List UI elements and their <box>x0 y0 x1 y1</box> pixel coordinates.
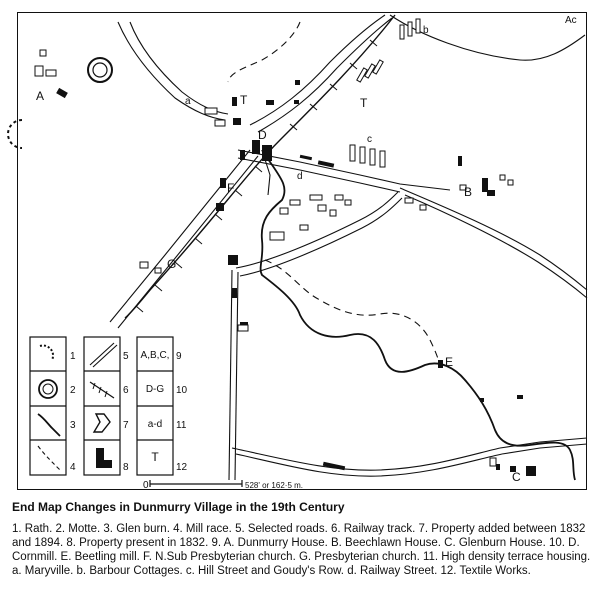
legend-num-9: 9 <box>176 351 182 362</box>
legend-num-3: 3 <box>70 420 76 431</box>
legend-text-10: D-G <box>145 384 165 395</box>
legend-num-4: 4 <box>70 462 76 473</box>
legend-num-5: 5 <box>123 351 129 362</box>
label-c: c <box>367 134 372 145</box>
label-T-village: T <box>240 93 248 107</box>
label-G: G <box>167 257 177 271</box>
legend-text-9: A,B,C, <box>140 350 170 361</box>
glen-burn <box>261 150 575 480</box>
label-a: a <box>185 96 191 107</box>
label-F: F <box>227 181 235 195</box>
label-b: b <box>423 25 429 36</box>
legend-num-6: 6 <box>123 385 129 396</box>
mill-race <box>228 22 440 365</box>
legend-num-10: 10 <box>176 385 188 396</box>
buildings-1832 <box>56 80 536 476</box>
legend-num-11: 11 <box>176 420 187 431</box>
legend-glen-burn-icon <box>38 414 60 436</box>
legend-num-8: 8 <box>123 462 129 473</box>
label-T-upper: T <box>360 96 368 110</box>
buildings-added <box>35 19 513 466</box>
legend-mill-race-icon <box>38 446 60 470</box>
label-C: C <box>512 470 521 484</box>
roads <box>110 15 587 480</box>
label-D: D <box>258 128 267 142</box>
caption-title: End Map Changes in Dunmurry Village in the 19th Century <box>12 500 345 514</box>
motte-symbol <box>88 58 112 82</box>
legend-rath-icon <box>40 346 53 360</box>
legend-property-added-icon <box>94 414 110 432</box>
legend-property-1832-icon <box>96 448 112 468</box>
railway-ticks <box>136 40 377 312</box>
legend-num-12: 12 <box>176 462 188 473</box>
label-d: d <box>297 171 303 182</box>
rath-symbol <box>8 120 22 148</box>
legend-railway-icon <box>90 382 114 398</box>
railway-track <box>125 15 395 318</box>
label-E: E <box>445 355 454 369</box>
caption-body: 1. Rath. 2. Motte. 3. Glen burn. 4. Mill race. 5. Selected roads. 6. Railway track. 7. Property added between 1832 and 1894. 8. Property present in 1832. 9. A. Dunmurry House. B. Beechlawn House. C. Glenburn House. 10. D. Cornmill. E. Beetling mill. F. N.Sub Presbyterian church. G. Presbyterian church. 11. High density terrace housing. a. Maryville. b. Barbour Cottages. c. Hill Street and Goudy's Row. d. Railway Street. 12. Textile Works. <box>12 523 591 577</box>
legend-num-7: 7 <box>123 420 129 431</box>
legend-motte-icon <box>39 380 57 398</box>
legend-text-12: T <box>151 450 159 464</box>
scale-label: 528' or 162·5 m. <box>245 481 304 490</box>
legend-roads-icon <box>90 343 117 367</box>
legend <box>30 337 188 475</box>
legend-text-11: a-d <box>147 419 163 430</box>
corner-mark: Ac <box>565 15 577 26</box>
label-A: A <box>36 89 45 103</box>
caption <box>12 500 592 578</box>
scale-zero: 0 <box>143 480 149 491</box>
legend-num-1: 1 <box>70 351 76 362</box>
scale-bar <box>143 480 303 491</box>
legend-num-2: 2 <box>70 385 76 396</box>
label-B: B <box>464 185 473 199</box>
